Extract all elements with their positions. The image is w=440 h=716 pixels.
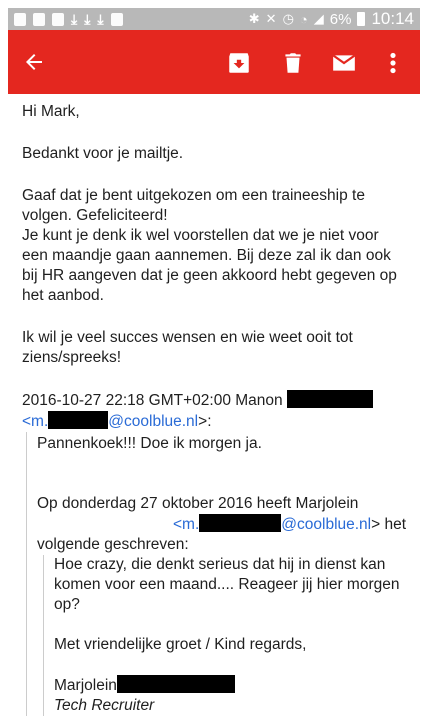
mute-icon: ✕ <box>265 11 277 26</box>
paragraph-line: Gaaf dat je bent uitgekozen om een traineeship te <box>22 187 365 204</box>
wifi-icon: ◔ <box>299 11 308 27</box>
nested-sender-email <box>37 514 414 535</box>
download-icon: ⤓ <box>71 11 78 27</box>
signal-icon: ◢ <box>313 11 324 26</box>
status-bar <box>8 8 420 30</box>
alarm-icon: ◷ <box>282 11 294 26</box>
email-suffix: > het <box>371 516 407 533</box>
trash-icon[interactable] <box>280 50 306 76</box>
paragraph-line: een maandje gaan aannemen. Bij deze zal ik dan ook <box>22 247 391 264</box>
quote-header <box>22 390 414 411</box>
paragraph-line: Ik wil je veel succes wensen en wie weet ooit tot <box>22 329 353 346</box>
signoff: Met vriendelijke groet / Kind regards, <box>54 636 307 653</box>
nested-header-line: volgende geschreven: <box>37 536 189 553</box>
signature-title: Tech Recruiter <box>54 697 155 714</box>
greeting: Hi Mark, <box>22 103 80 120</box>
quote-header-text: 2016-10-27 22:18 GMT+02:00 Manon <box>22 392 283 409</box>
paragraph: Bedankt voor je mailtje. <box>22 145 184 162</box>
signature <box>54 675 414 716</box>
email-link-prefix[interactable]: <m. <box>22 413 49 430</box>
redaction-bar <box>287 390 373 408</box>
quoted-line: Hoe crazy, die denkt serieus dat hij in dienst kan <box>54 556 386 573</box>
redaction-bar <box>199 514 281 532</box>
paragraph-line: volgen. Gefeliciteerd! <box>22 207 168 224</box>
nested-header-line: Op donderdag 27 oktober 2016 heeft Marjolein <box>37 495 359 512</box>
paragraph <box>22 186 414 306</box>
quoted-line: op? <box>54 596 80 613</box>
archive-icon[interactable] <box>226 50 252 76</box>
paragraph-line: bij HR aangeven dat je geen akkoord hebt gegeven op <box>22 267 397 284</box>
notification-icons <box>14 12 123 26</box>
email-link-domain[interactable]: @coolblue.nl <box>281 516 372 533</box>
nested-quoted-message <box>43 555 414 716</box>
action-bar <box>8 30 420 94</box>
redaction-bar <box>48 411 108 429</box>
envelope-icon[interactable] <box>331 50 357 76</box>
quoted-line: komen voor een maand.... Reageer jij hier morgen <box>54 576 400 593</box>
notification-facebook-icon <box>33 13 45 26</box>
bluetooth-icon: ✱ <box>248 11 260 26</box>
paragraph-line: het aanbod. <box>22 287 104 304</box>
battery-percentage: 6% <box>329 10 352 28</box>
email-suffix: >: <box>198 413 212 430</box>
quoted-message <box>26 432 414 716</box>
download-icon: ⤓ <box>84 11 91 27</box>
redaction-bar <box>117 675 235 693</box>
reply-text: Pannenkoek!!! Doe ik morgen ja. <box>37 435 262 452</box>
email-link-prefix[interactable]: <m. <box>173 516 200 533</box>
nested-quote-header <box>37 494 414 555</box>
email-body <box>22 94 414 716</box>
paragraph-line: ziens/spreeks! <box>22 349 122 366</box>
paragraph-line: Je kunt je denk ik wel voorstellen dat we je niet voor <box>22 227 379 244</box>
battery-icon <box>357 12 365 26</box>
download-icon: ⤓ <box>97 11 104 27</box>
signature-name: Marjolein <box>54 677 117 694</box>
system-icons <box>249 9 414 29</box>
more-vertical-icon[interactable] <box>386 50 400 76</box>
sender-email <box>22 411 414 432</box>
notification-image-icon <box>52 13 64 26</box>
clock: 10:14 <box>371 9 414 28</box>
notification-photo-icon <box>111 13 123 26</box>
notification-app-icon <box>14 13 26 26</box>
paragraph <box>22 328 414 368</box>
email-link-domain[interactable]: @coolblue.nl <box>108 413 199 430</box>
arrow-left-icon[interactable] <box>22 50 46 74</box>
